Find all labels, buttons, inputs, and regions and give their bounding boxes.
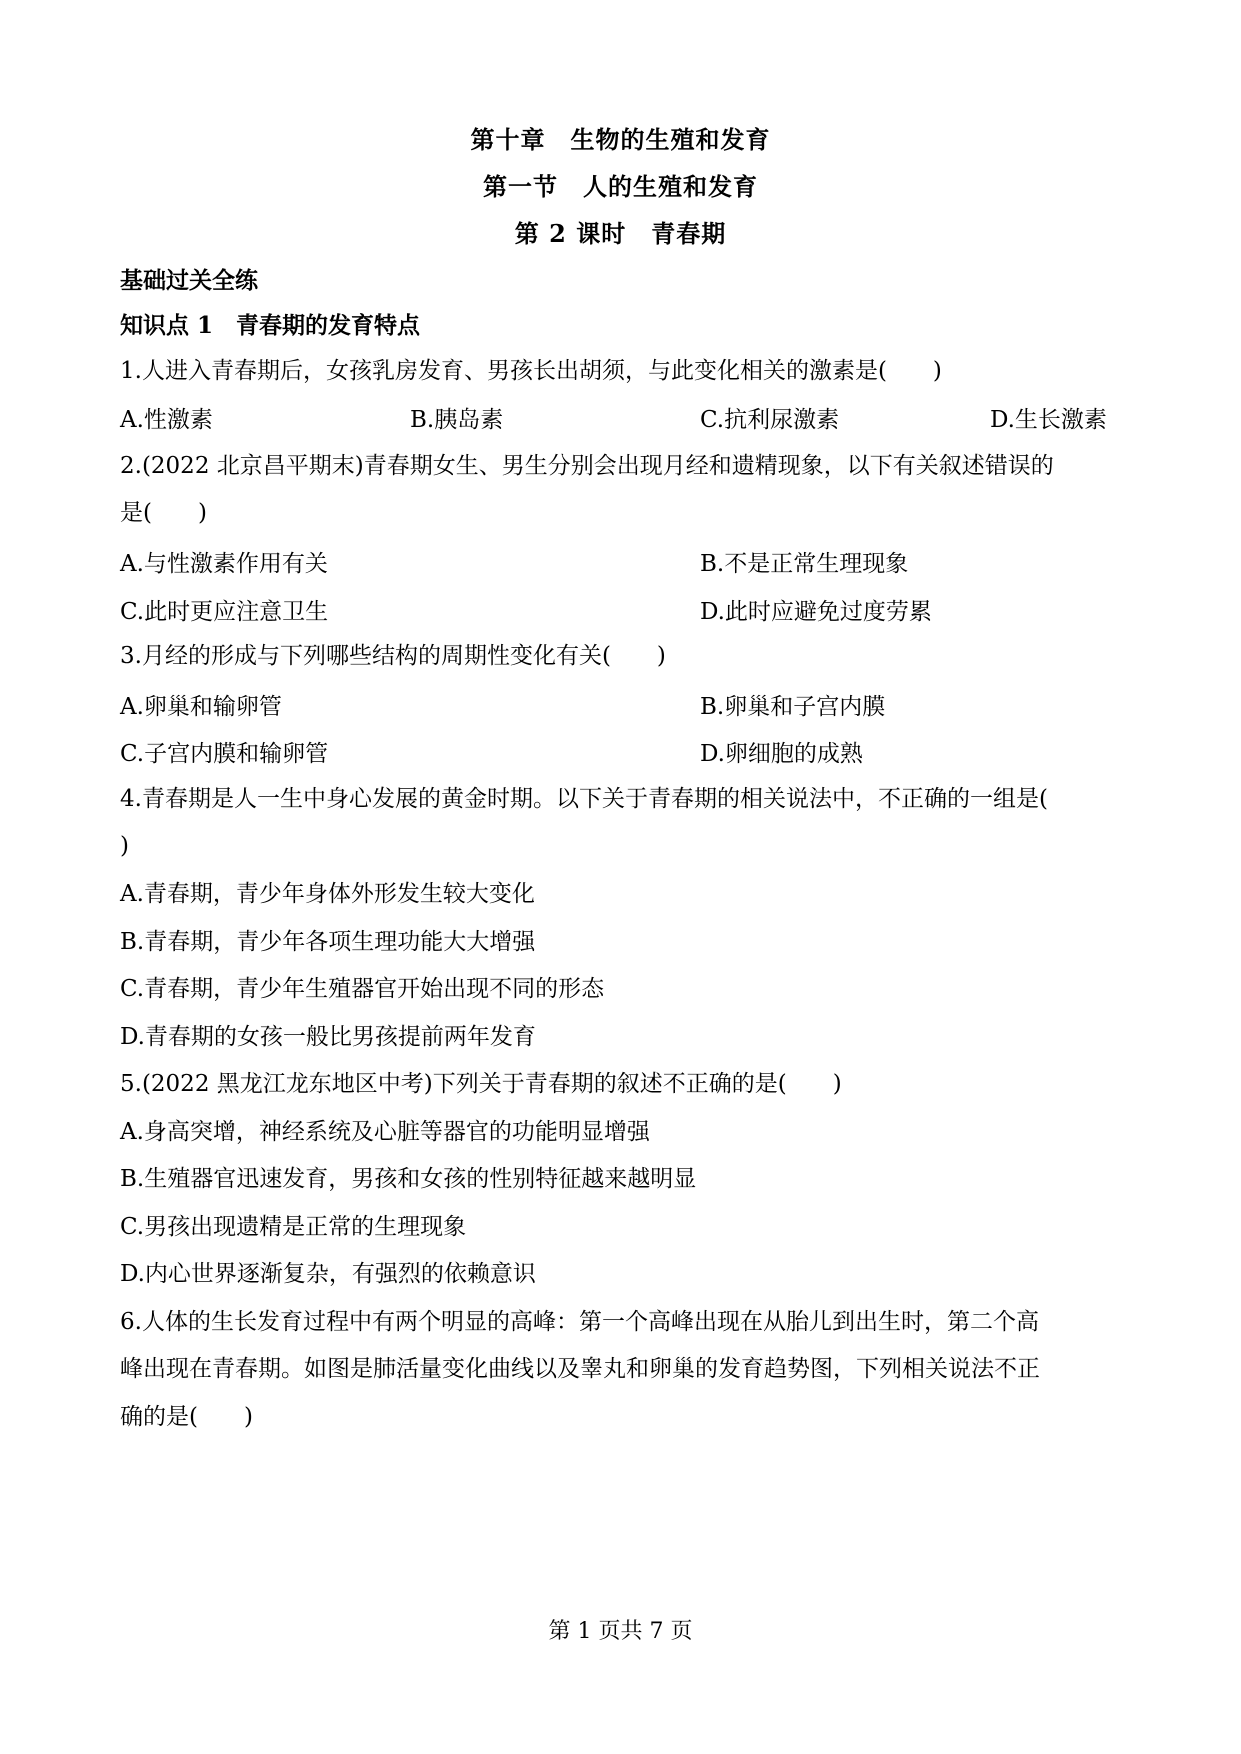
question-2-option-b: B.不是正常生理现象 bbox=[700, 551, 909, 577]
question-4-option-a: A.青春期，青少年身体外形发生较大变化 bbox=[120, 881, 535, 907]
question-4-option-c: C.青春期，青少年生殖器官开始出现不同的形态 bbox=[120, 976, 605, 1002]
question-5-option-c: C.男孩出现遗精是正常的生理现象 bbox=[120, 1214, 467, 1240]
question-4-stem-line-2: ) bbox=[120, 833, 129, 859]
question-1-stem: 1.人进入青春期后，女孩乳房发育、男孩长出胡须，与此变化相关的激素是( ) bbox=[120, 358, 942, 384]
question-1-option-a: A.性激素 bbox=[120, 407, 213, 433]
question-2-option-a: A.与性激素作用有关 bbox=[120, 551, 328, 577]
question-6-stem-line-2: 峰出现在青春期。如图是肺活量变化曲线以及睾丸和卵巢的发育趋势图，下列相关说法不正 bbox=[120, 1356, 1040, 1382]
question-2-option-c: C.此时更应注意卫生 bbox=[120, 599, 329, 625]
question-6-stem-line-1: 6.人体的生长发育过程中有两个明显的高峰：第一个高峰出现在从胎儿到出生时，第二个高 bbox=[120, 1309, 1039, 1335]
question-1-option-d: D.生长激素 bbox=[990, 407, 1107, 433]
question-3-stem: 3.月经的形成与下列哪些结构的周期性变化有关( ) bbox=[120, 643, 666, 669]
question-2-option-d: D.此时应避免过度劳累 bbox=[700, 599, 932, 625]
question-5-option-d: D.内心世界逐渐复杂，有强烈的依赖意识 bbox=[120, 1261, 536, 1287]
question-5-option-a: A.身高突增，神经系统及心脏等器官的功能明显增强 bbox=[120, 1119, 650, 1145]
question-3-option-d: D.卵细胞的成熟 bbox=[700, 741, 863, 767]
question-1-option-c: C.抗利尿激素 bbox=[700, 407, 840, 433]
question-3-option-c: C.子宫内膜和输卵管 bbox=[120, 741, 329, 767]
lesson-title: 第 2 课时 青春期 bbox=[514, 219, 727, 248]
question-1-option-b: B.胰岛素 bbox=[410, 407, 504, 433]
question-4-option-b: B.青春期，青少年各项生理功能大大增强 bbox=[120, 929, 536, 955]
question-5-stem: 5.(2022 黑龙江龙东地区中考)下列关于青春期的叙述不正确的是( ) bbox=[120, 1071, 842, 1097]
question-3-option-a: A.卵巢和输卵管 bbox=[120, 694, 282, 720]
page-number: 第 1 页共 7 页 bbox=[548, 1619, 693, 1644]
section-title: 第一节 人的生殖和发育 bbox=[483, 172, 758, 201]
question-3-option-b: B.卵巢和子宫内膜 bbox=[700, 694, 886, 720]
question-4-stem-line-1: 4.青春期是人一生中身心发展的黄金时期。以下关于青春期的相关说法中，不正确的一组是( bbox=[120, 786, 1048, 812]
question-4-option-d: D.青春期的女孩一般比男孩提前两年发育 bbox=[120, 1024, 536, 1050]
question-2-stem-line-2: 是( ) bbox=[120, 500, 207, 526]
part-title: 基础过关全练 bbox=[120, 267, 258, 294]
knowledge-point-title: 知识点 1 青春期的发育特点 bbox=[120, 312, 421, 339]
question-2-stem-line-1: 2.(2022 北京昌平期末)青春期女生、男生分别会出现月经和遗精现象，以下有关叙述错误的 bbox=[120, 453, 1054, 479]
question-6-stem-line-3: 确的是( ) bbox=[120, 1404, 253, 1430]
question-5-option-b: B.生殖器官迅速发育，男孩和女孩的性别特征越来越明显 bbox=[120, 1166, 697, 1192]
chapter-title: 第十章 生物的生殖和发育 bbox=[470, 125, 771, 154]
